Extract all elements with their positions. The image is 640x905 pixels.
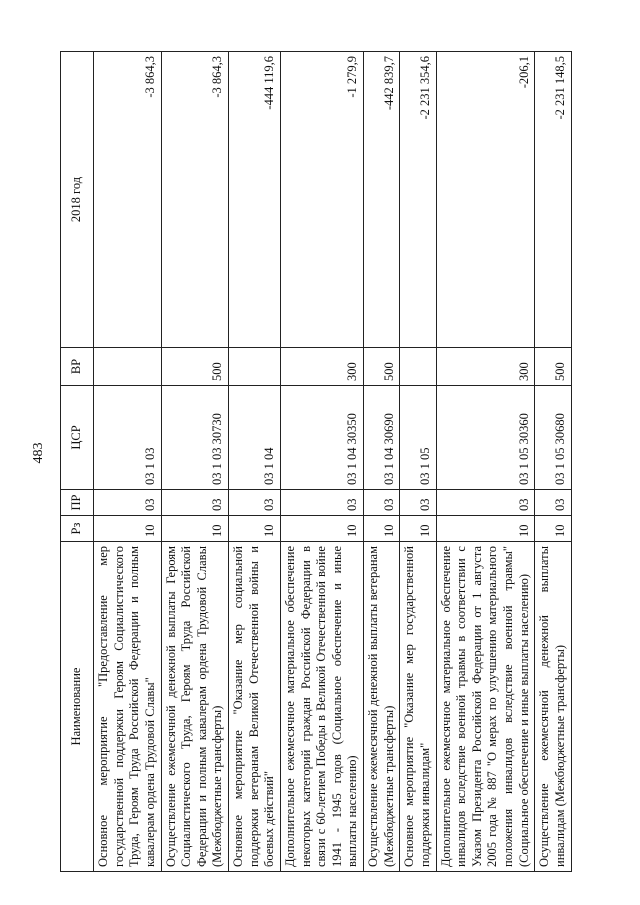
row-csr: 03 1 05 bbox=[400, 386, 436, 490]
row-pr: 03 bbox=[364, 490, 400, 516]
table-header-row bbox=[61, 52, 94, 872]
row-rz: 10 bbox=[436, 516, 535, 542]
row-pr: 03 bbox=[436, 490, 535, 516]
header-name: Наименование bbox=[61, 542, 94, 872]
row-rz: 10 bbox=[161, 516, 229, 542]
table-row bbox=[436, 52, 535, 872]
table-row bbox=[364, 52, 400, 872]
row-vr: 300 bbox=[436, 348, 535, 386]
row-csr: 03 1 04 bbox=[229, 386, 281, 490]
table-row bbox=[94, 52, 162, 872]
row-rz: 10 bbox=[280, 516, 363, 542]
rotated-table-container bbox=[60, 52, 585, 872]
row-sum: -442 839,7 bbox=[364, 52, 400, 348]
row-pr: 03 bbox=[535, 490, 571, 516]
row-rz: 10 bbox=[229, 516, 281, 542]
row-csr: 03 1 05 30680 bbox=[535, 386, 571, 490]
header-csr: ЦСР bbox=[61, 386, 94, 490]
page-number: 483 bbox=[31, 442, 46, 464]
row-name: Осуществление ежемесячной денежной выплаты инвалидам (Межбюджетные трансферты) bbox=[535, 542, 571, 872]
table-row bbox=[229, 52, 281, 872]
row-name: Осуществление ежемесячной денежной выплаты Героям Социалистического Труда, Героям Труда Российской Федерации и полным кавалерам ордена Трудовой Славы (Межбюджетные трансферты) bbox=[161, 542, 229, 872]
row-rz: 10 bbox=[364, 516, 400, 542]
row-name: Дополнительное ежемесячное материальное обеспечение некоторых категорий граждан Российской Федерации в связи с 60-летием Победы в Великой Отечественной войне 1941 - 1945 годов (Социальное обеспечение и иные выплаты населению) bbox=[280, 542, 363, 872]
table-row bbox=[280, 52, 363, 872]
row-name: Дополнительное ежемесячное материальное обеспечение инвалидов вследствие военной травмы в соответствии с Указом Президента Российской Федерации от 1 августа 2005 года № 887 "О мерах по улучшению материального положения инвалидов вследствие военной травмы" (Социальное обеспечение и иные выплаты населению) bbox=[436, 542, 535, 872]
row-sum: -3 864,3 bbox=[94, 52, 162, 348]
row-csr: 03 1 03 30730 bbox=[161, 386, 229, 490]
row-sum: -1 279,9 bbox=[280, 52, 363, 348]
row-csr: 03 1 04 30690 bbox=[364, 386, 400, 490]
row-vr bbox=[400, 348, 436, 386]
row-vr: 500 bbox=[161, 348, 229, 386]
header-rz: Рз bbox=[61, 516, 94, 542]
row-vr: 500 bbox=[364, 348, 400, 386]
header-year: 2018 год bbox=[61, 52, 94, 348]
row-rz: 10 bbox=[535, 516, 571, 542]
row-name: Основное мероприятие "Оказание мер государственной поддержки инвалидам" bbox=[400, 542, 436, 872]
row-csr: 03 1 03 bbox=[94, 386, 162, 490]
row-sum: -2 231 354,6 bbox=[400, 52, 436, 348]
table-row bbox=[400, 52, 436, 872]
row-sum: -2 231 148,5 bbox=[535, 52, 571, 348]
row-name: Основное мероприятие "Предоставление мер государственной поддержки Героям Социалистического Труда, Героям Труда Российской Федерации и полным кавалерам ордена Трудовой Славы" bbox=[94, 542, 162, 872]
table-row bbox=[535, 52, 571, 872]
row-rz: 10 bbox=[94, 516, 162, 542]
row-sum: -206,1 bbox=[436, 52, 535, 348]
row-vr bbox=[229, 348, 281, 386]
row-pr: 03 bbox=[280, 490, 363, 516]
header-pr: ПР bbox=[61, 490, 94, 516]
row-sum: -444 119,6 bbox=[229, 52, 281, 348]
row-vr: 300 bbox=[280, 348, 363, 386]
row-vr bbox=[94, 348, 162, 386]
row-pr: 03 bbox=[229, 490, 281, 516]
row-sum: -3 864,3 bbox=[161, 52, 229, 348]
row-pr: 03 bbox=[161, 490, 229, 516]
row-name: Осуществление ежемесячной денежной выплаты ветеранам (Межбюджетные трансферты) bbox=[364, 542, 400, 872]
row-rz: 10 bbox=[400, 516, 436, 542]
header-vr: ВР bbox=[61, 348, 94, 386]
row-csr: 03 1 04 30350 bbox=[280, 386, 363, 490]
row-csr: 03 1 05 30360 bbox=[436, 386, 535, 490]
row-pr: 03 bbox=[400, 490, 436, 516]
row-name: Основное мероприятие "Оказание мер социальной поддержки ветеранам Великой Отечественной войны и боевых действий" bbox=[229, 542, 281, 872]
row-vr: 500 bbox=[535, 348, 571, 386]
table-row bbox=[161, 52, 229, 872]
budget-table bbox=[60, 51, 572, 872]
row-pr: 03 bbox=[94, 490, 162, 516]
